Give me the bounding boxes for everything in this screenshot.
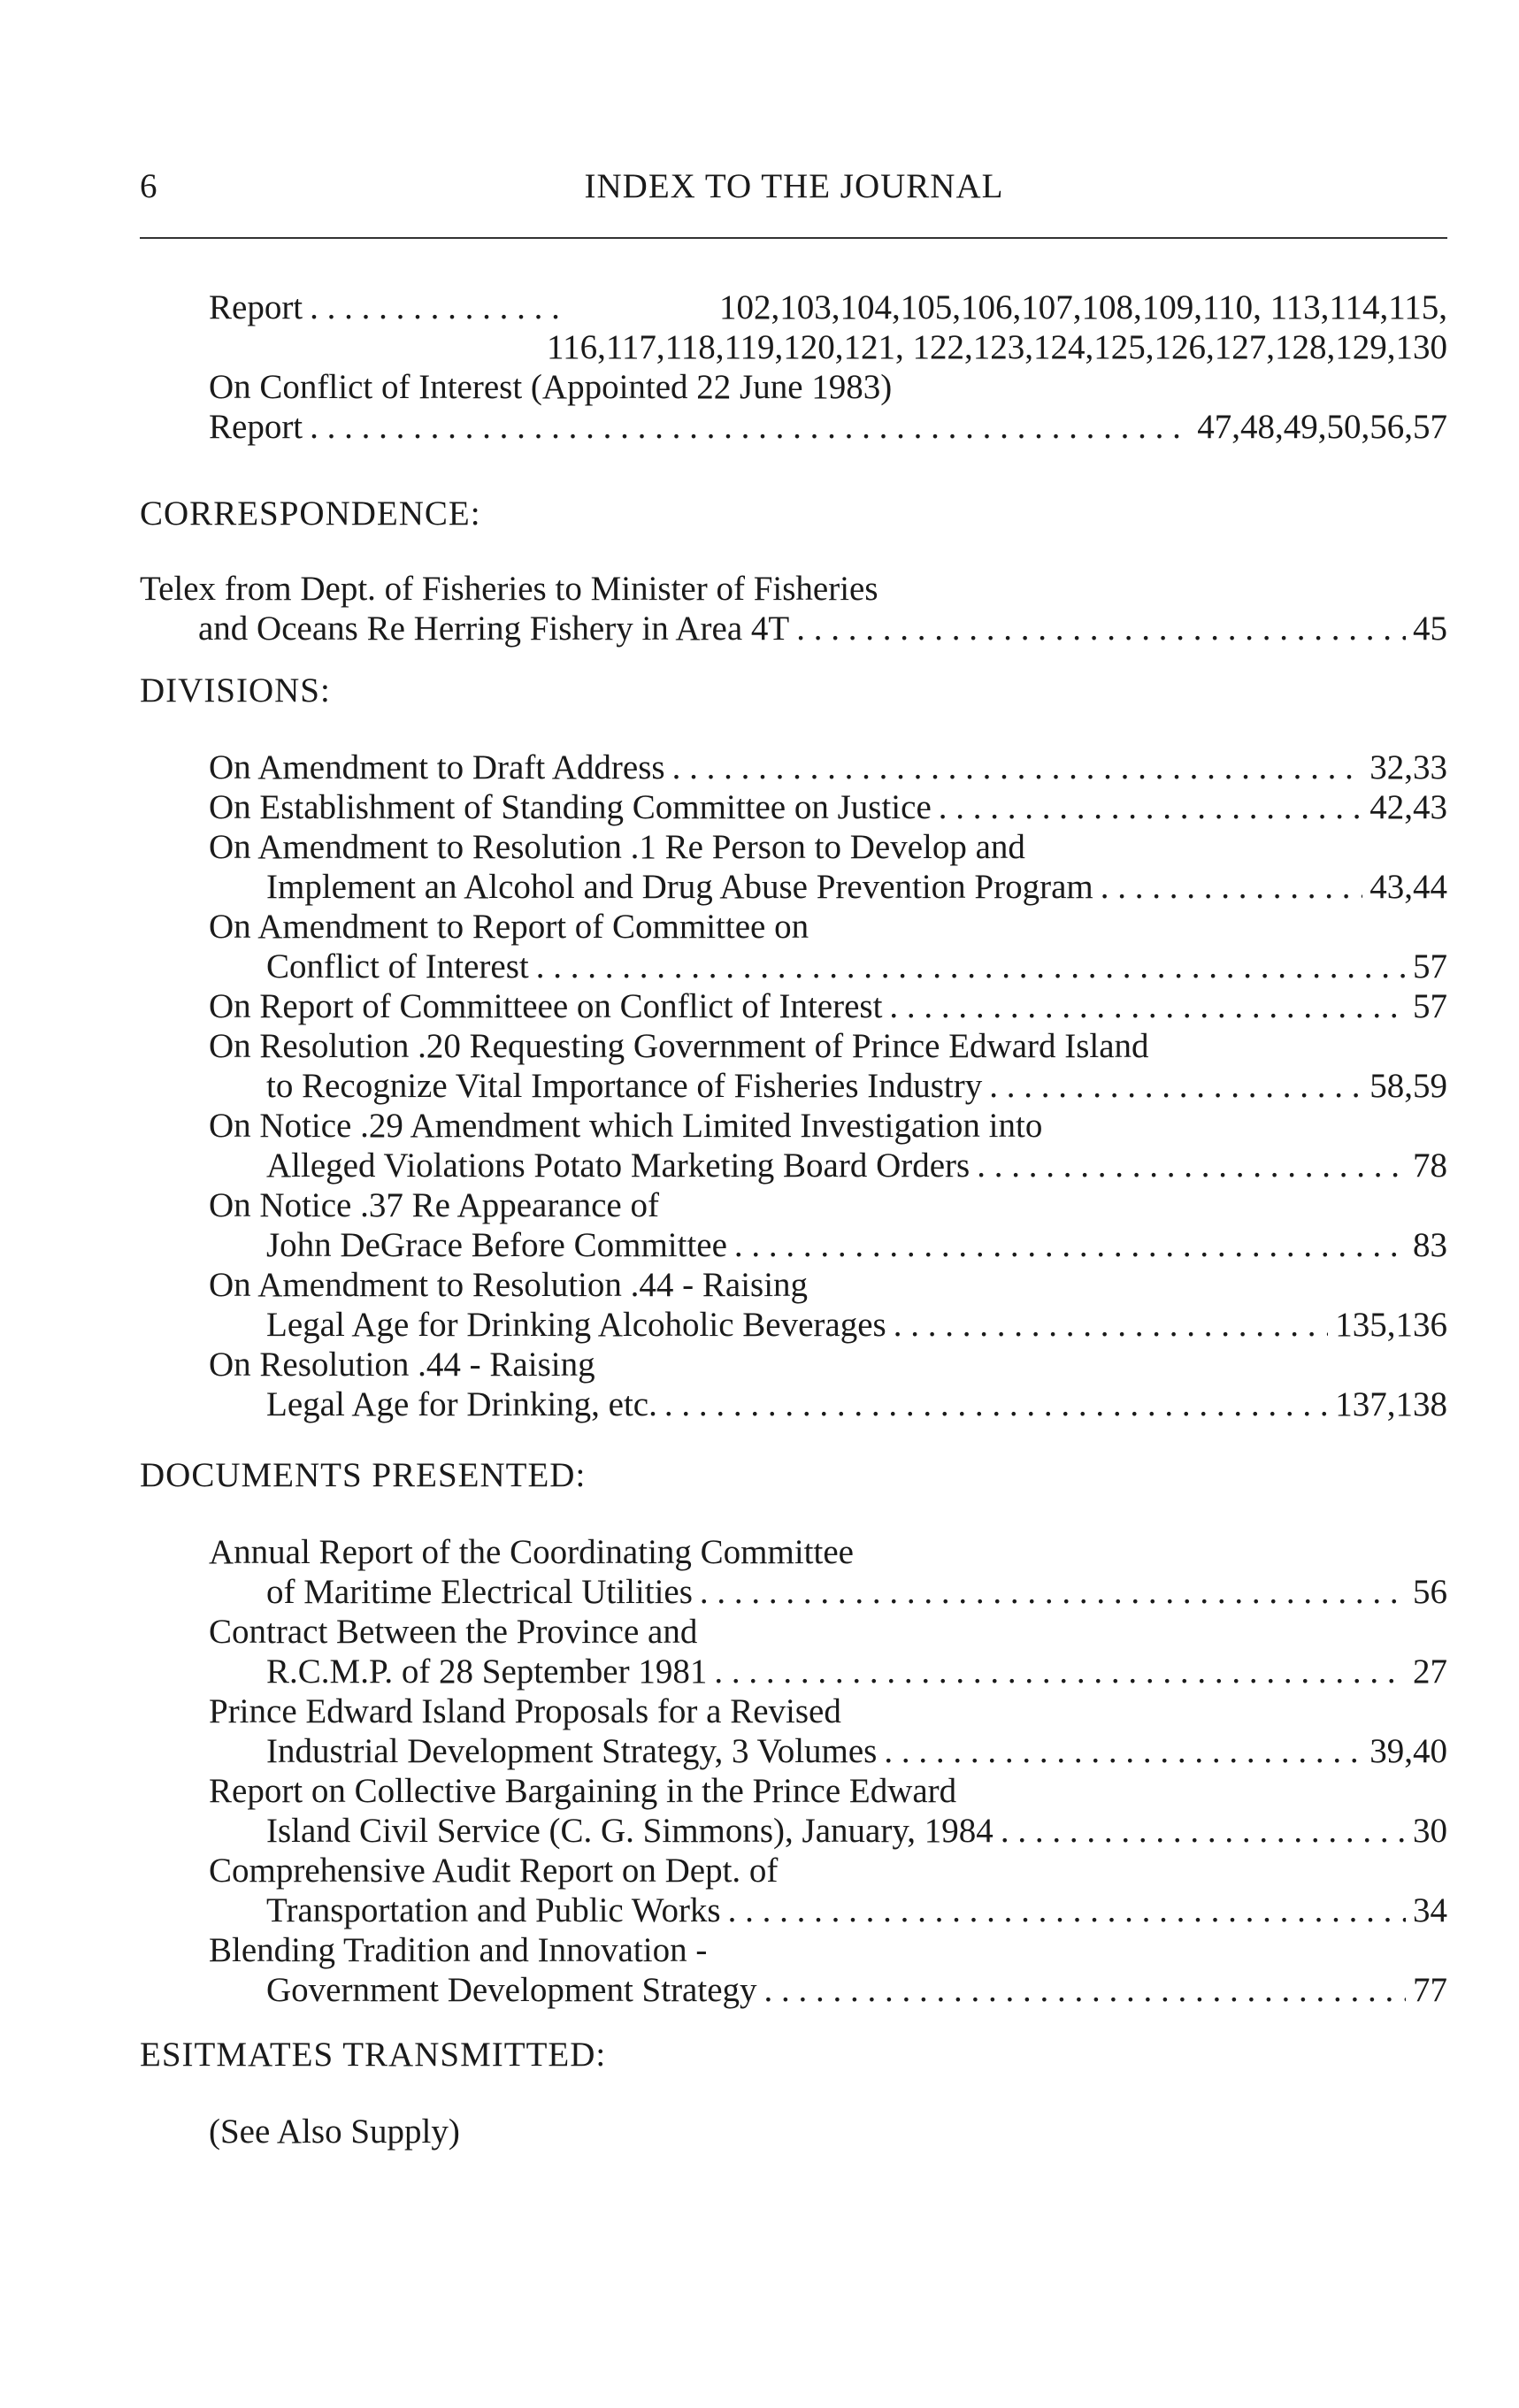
entry-pages: 58,59 xyxy=(1369,1067,1447,1105)
leader-dots xyxy=(884,1731,1362,1771)
entry-pages: 47,48,49,50,56,57 xyxy=(1197,408,1447,446)
report-entry-pages-continued: 116,117,118,119,120,121, 122,123,124,125,126,127,128,129,130 xyxy=(547,328,1447,366)
entry-pages: 137,138 xyxy=(1335,1385,1447,1423)
entry-line xyxy=(140,1305,1447,1345)
entry-pages: 102,103,104,105,106,107,108,109,110, 113,114,115, xyxy=(719,288,1447,326)
entry-line xyxy=(140,1890,1447,1930)
entry-label: Report xyxy=(209,288,303,326)
entry-line xyxy=(140,1572,1447,1612)
entry-line xyxy=(140,1652,1447,1691)
entry-text: Transportation and Public Works xyxy=(266,1891,721,1929)
entry-pages: 78 xyxy=(1413,1146,1447,1185)
entry-line xyxy=(140,1384,1447,1424)
entry-line: Blending Tradition and Innovation - xyxy=(209,1931,708,1969)
entry-text: Legal Age for Drinking Alcoholic Beverages xyxy=(266,1306,886,1344)
entry-pages: 135,136 xyxy=(1335,1306,1447,1344)
entry-line xyxy=(140,1066,1447,1106)
entry-line xyxy=(140,1811,1447,1851)
entry-line: Report on Collective Bargaining in the Prince Edward xyxy=(209,1772,957,1810)
entry-line xyxy=(140,867,1447,907)
leader-dots xyxy=(764,1970,1406,2010)
entry-pages: 83 xyxy=(1413,1226,1447,1264)
leader-dots xyxy=(310,288,566,327)
report-entry xyxy=(140,288,1447,327)
page-title: INDEX TO THE JOURNAL xyxy=(584,167,1004,205)
page-header xyxy=(140,166,1448,211)
entry-pages: 39,40 xyxy=(1369,1732,1447,1770)
section-divisions xyxy=(140,671,1447,1424)
entry-line xyxy=(140,1970,1447,2010)
entry-text: Implement an Alcohol and Drug Abuse Prevention Program xyxy=(266,868,1093,906)
entry-text: and Oceans Re Herring Fishery in Area 4T xyxy=(198,610,790,648)
entry-line xyxy=(140,748,1447,787)
entry-line xyxy=(140,1146,1447,1185)
header-rule xyxy=(140,237,1447,239)
section-heading: DIVISIONS: xyxy=(140,671,331,709)
entry-pages: 30 xyxy=(1413,1812,1447,1850)
leader-dots xyxy=(734,1225,1406,1265)
section-heading: ESITMATES TRANSMITTED: xyxy=(140,2036,607,2074)
entry-pages: 77 xyxy=(1413,1971,1447,2009)
leader-dots xyxy=(672,748,1363,787)
entry-pages: 57 xyxy=(1413,947,1447,985)
entry-line: On Notice .29 Amendment which Limited Investigation into xyxy=(209,1107,1043,1145)
entry-text: On Report of Committeee on Conflict of Interest xyxy=(209,987,883,1025)
entry-line: On Resolution .44 - Raising xyxy=(209,1346,595,1384)
entry-line: On Notice .37 Re Appearance of xyxy=(209,1186,659,1224)
entry-line xyxy=(140,787,1447,827)
leader-dots xyxy=(989,1066,1362,1106)
entry-text: Legal Age for Drinking, etc. xyxy=(266,1385,657,1423)
entry-text: R.C.M.P. of 28 September 1981 xyxy=(266,1653,708,1691)
section-heading: DOCUMENTS PRESENTED: xyxy=(140,1456,587,1494)
entry-line xyxy=(140,947,1447,986)
entry-line xyxy=(140,1731,1447,1771)
entry-text: On Establishment of Standing Committee on Justice xyxy=(209,788,932,826)
subentry-heading: On Conflict of Interest (Appointed 22 June 1983) xyxy=(209,368,893,406)
leader-dots xyxy=(664,1384,1328,1424)
leader-dots xyxy=(977,1146,1406,1185)
entry-line: On Amendment to Resolution .1 Re Person to Develop and xyxy=(209,828,1025,866)
entry-text: On Amendment to Draft Address xyxy=(209,748,665,786)
top-entries xyxy=(140,288,1447,447)
report-entry xyxy=(140,407,1447,447)
entry-pages: 43,44 xyxy=(1369,868,1447,906)
leader-dots xyxy=(536,947,1406,986)
leader-dots xyxy=(1001,1811,1406,1851)
section-documents-presented xyxy=(140,1455,1447,2010)
entry-text: to Recognize Vital Importance of Fisheries Industry xyxy=(266,1067,983,1105)
leader-dots xyxy=(939,787,1362,827)
entry-text: Industrial Development Strategy, 3 Volumes xyxy=(266,1732,878,1770)
entry-text: Conflict of Interest xyxy=(266,947,529,985)
leader-dots xyxy=(310,407,1190,447)
entry-line xyxy=(140,1225,1447,1265)
entry-line: Annual Report of the Coordinating Committee xyxy=(209,1533,854,1571)
leader-dots xyxy=(889,986,1406,1026)
entry-pages: 56 xyxy=(1413,1573,1447,1611)
entry-line xyxy=(140,986,1447,1026)
entry-line: Comprehensive Audit Report on Dept. of xyxy=(209,1852,779,1890)
entry-line: Prince Edward Island Proposals for a Revised xyxy=(209,1692,841,1730)
entry-line: Telex from Dept. of Fisheries to Minister of Fisheries xyxy=(140,570,878,608)
entry-line: On Amendment to Report of Committee on xyxy=(209,908,809,946)
entry-text: John DeGrace Before Committee xyxy=(266,1226,727,1264)
leader-dots xyxy=(796,609,1406,648)
entry-label: Report xyxy=(209,408,303,446)
leader-dots xyxy=(728,1890,1406,1930)
entry-text: Alleged Violations Potato Marketing Board Orders xyxy=(266,1146,970,1185)
leader-dots xyxy=(700,1572,1406,1612)
entry-line xyxy=(140,609,1447,648)
entry-text: of Maritime Electrical Utilities xyxy=(266,1573,693,1611)
entry-line: Contract Between the Province and xyxy=(209,1613,698,1651)
leader-dots xyxy=(714,1652,1406,1691)
entry-text: Island Civil Service (C. G. Simmons), January, 1984 xyxy=(266,1812,993,1850)
entry-pages: 42,43 xyxy=(1369,788,1447,826)
leader-dots xyxy=(1101,867,1363,907)
entry-pages: 32,33 xyxy=(1369,748,1447,786)
entry-pages: 45 xyxy=(1413,610,1447,648)
entry-line: On Resolution .20 Requesting Government of Prince Edward Island xyxy=(209,1027,1149,1065)
entry-text: Government Development Strategy xyxy=(266,1971,757,2009)
see-also-note: (See Also Supply) xyxy=(209,2113,460,2151)
section-estimates-transmitted xyxy=(140,2035,1447,2151)
entry-pages: 57 xyxy=(1413,987,1447,1025)
entry-pages: 34 xyxy=(1413,1891,1447,1929)
entry-pages: 27 xyxy=(1413,1653,1447,1691)
section-heading: CORRESPONDENCE: xyxy=(140,495,481,533)
section-correspondence xyxy=(140,494,1447,648)
leader-dots xyxy=(894,1305,1329,1345)
entry-line: On Amendment to Resolution .44 - Raising xyxy=(209,1266,809,1304)
page-number: 6 xyxy=(140,167,157,205)
